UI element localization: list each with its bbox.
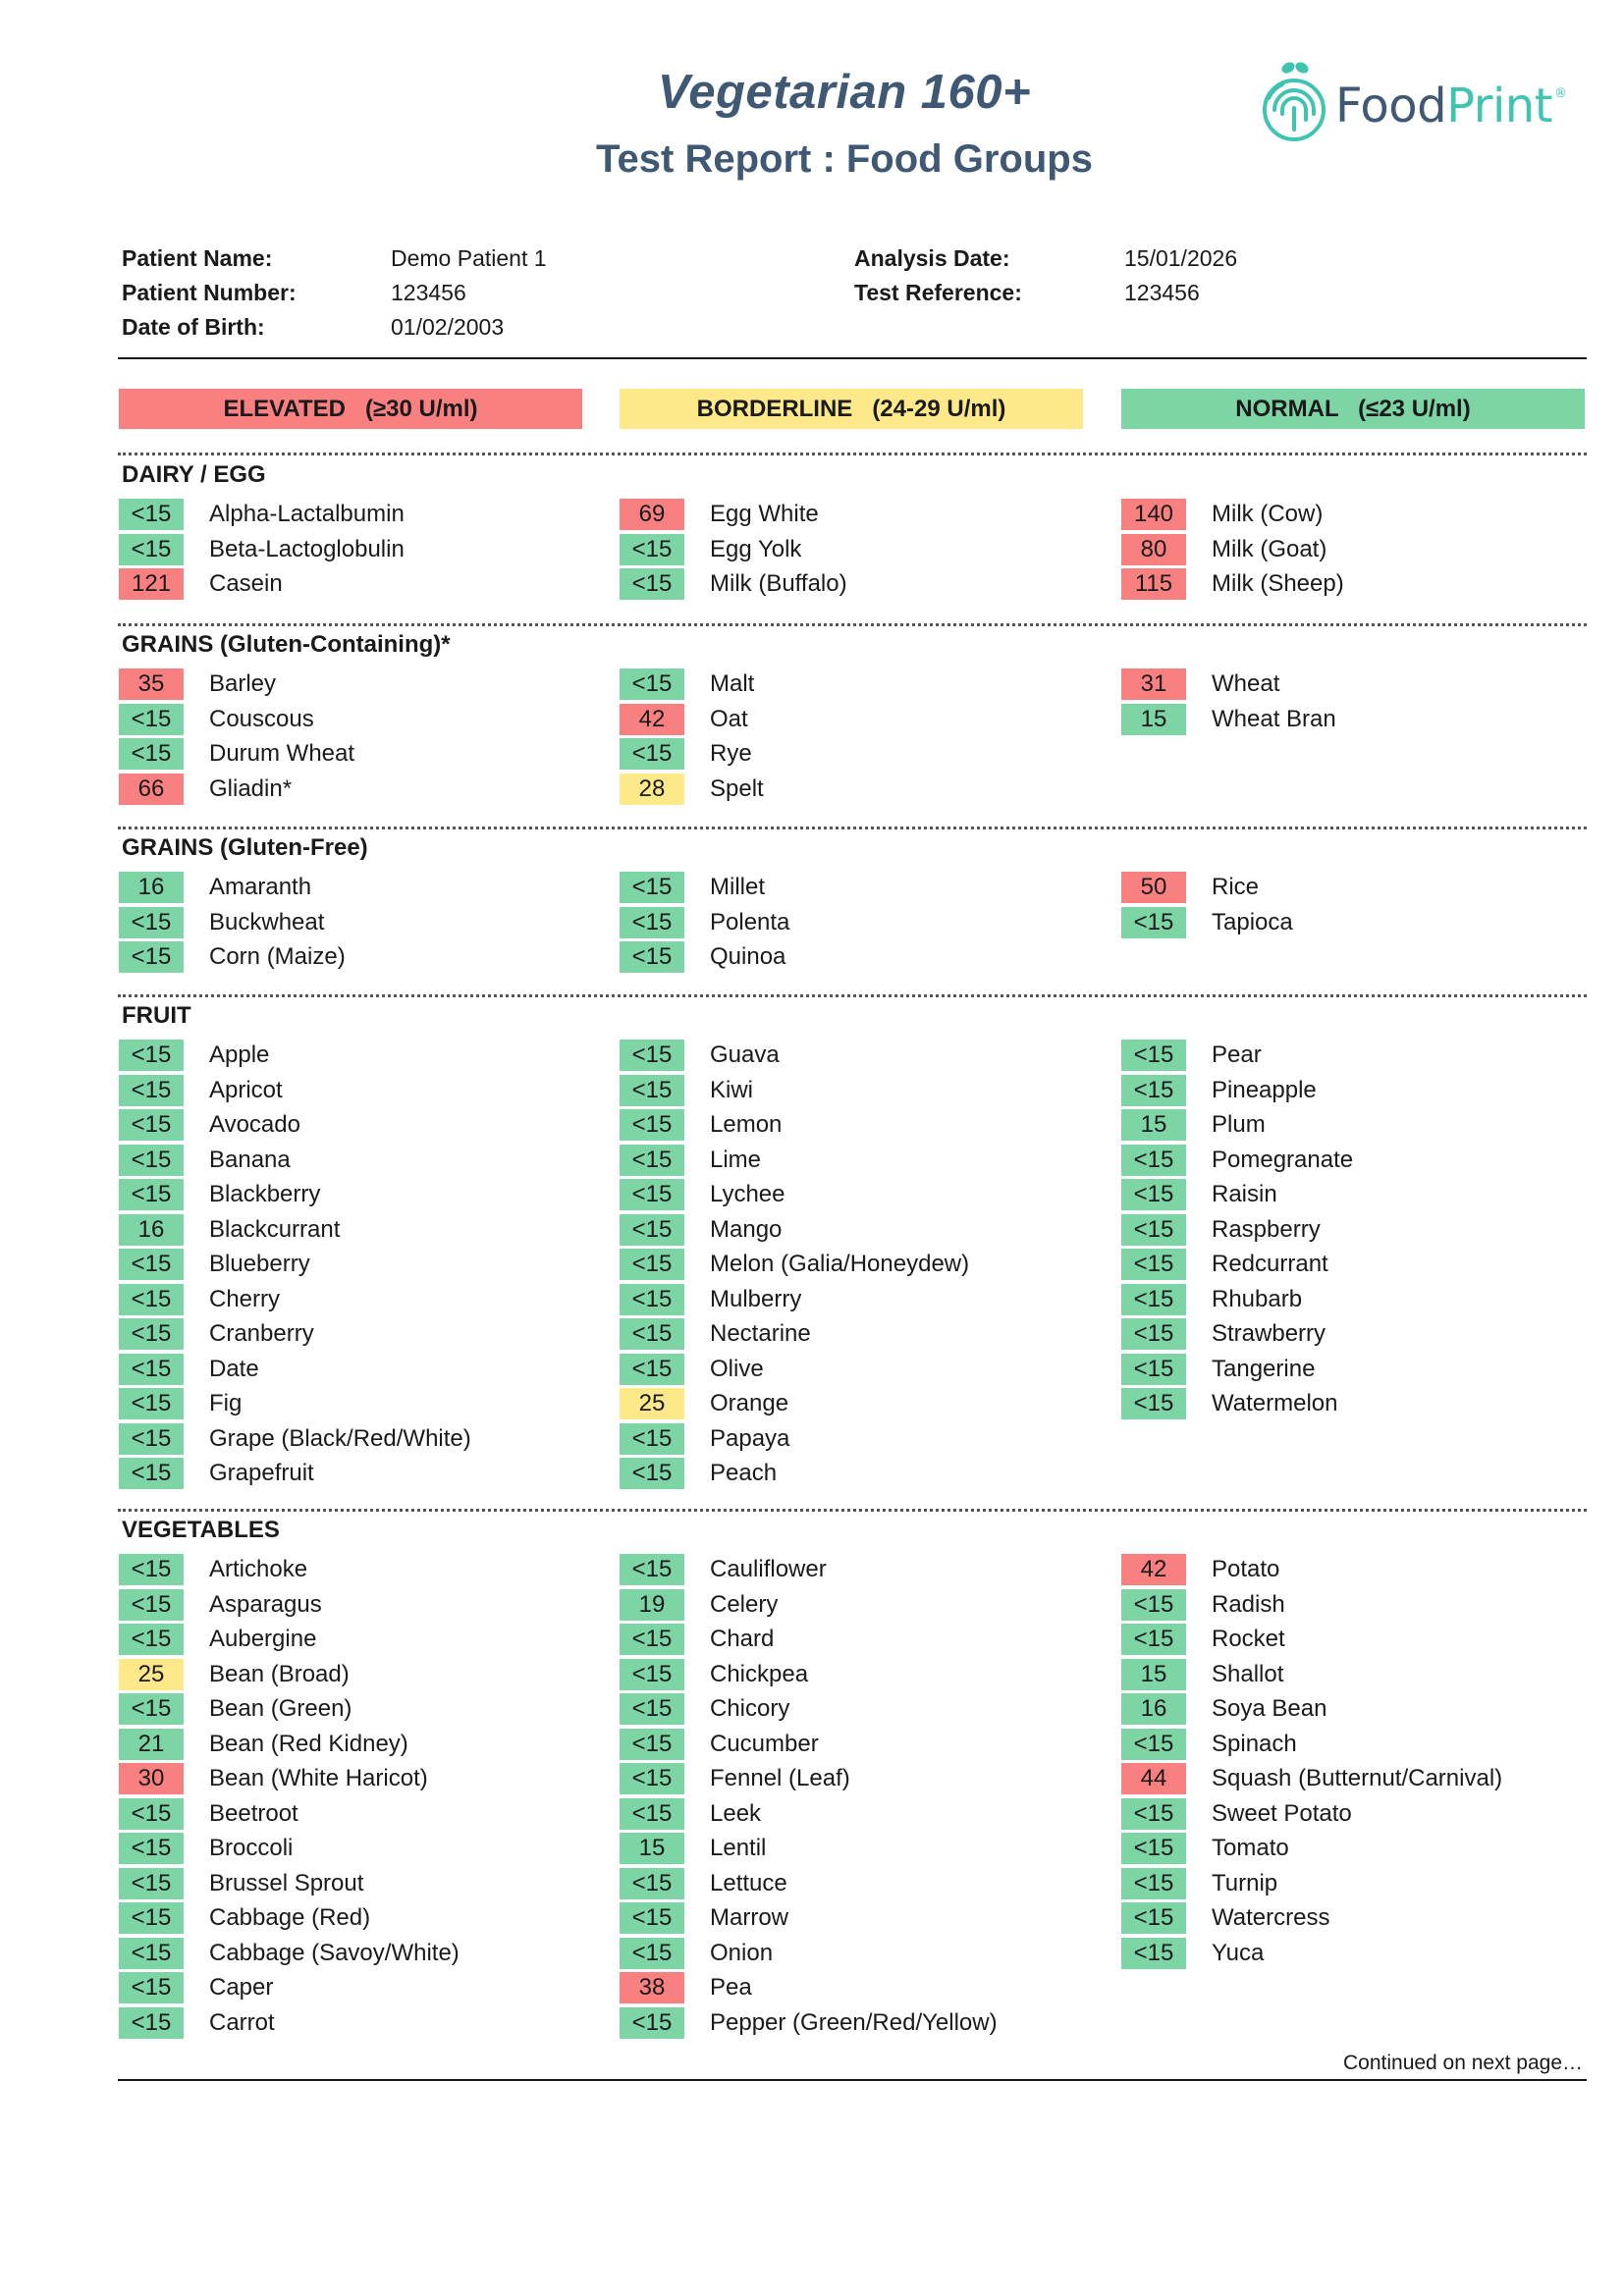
section-divider bbox=[118, 994, 1587, 997]
food-name: Beta-Lactoglobulin bbox=[209, 536, 405, 562]
food-name: Kiwi bbox=[710, 1077, 754, 1103]
food-name: Celery bbox=[710, 1591, 779, 1618]
food-name: Yuca bbox=[1212, 1940, 1265, 1966]
food-result-badge: <15 bbox=[1121, 1214, 1186, 1246]
food-result-badge: 15 bbox=[620, 1833, 684, 1864]
food-result-badge: <15 bbox=[119, 1388, 184, 1419]
food-result-badge: 25 bbox=[620, 1388, 684, 1419]
food-result-badge: <15 bbox=[1121, 1388, 1186, 1419]
food-name: Banana bbox=[209, 1147, 291, 1173]
food-name: Bean (Broad) bbox=[209, 1661, 350, 1687]
patient-number-label: Patient Number: bbox=[122, 280, 297, 305]
food-result-badge: <15 bbox=[620, 1423, 684, 1455]
food-name: Pomegranate bbox=[1212, 1147, 1354, 1173]
food-result-badge: 16 bbox=[119, 1214, 184, 1246]
food-name: Asparagus bbox=[209, 1591, 322, 1618]
test-reference-label: Test Reference: bbox=[854, 280, 1022, 305]
food-result-badge: <15 bbox=[620, 941, 684, 973]
dob-value: 01/02/2003 bbox=[391, 314, 505, 340]
food-result-badge: <15 bbox=[119, 1624, 184, 1655]
food-result-badge: <15 bbox=[1121, 1729, 1186, 1760]
foodprint-logo bbox=[1259, 59, 1593, 147]
food-result-badge: 35 bbox=[119, 668, 184, 700]
section-title: VEGETABLES bbox=[122, 1517, 280, 1543]
food-result-badge: <15 bbox=[620, 1624, 684, 1655]
header-divider bbox=[118, 357, 1587, 359]
legend-normal: NORMAL (≤23 U/ml) bbox=[1121, 389, 1585, 429]
food-name: Soya Bean bbox=[1212, 1695, 1327, 1722]
food-name: Corn (Maize) bbox=[209, 943, 346, 970]
food-result-badge: 42 bbox=[1121, 1554, 1186, 1585]
food-name: Artichoke bbox=[209, 1556, 308, 1582]
footer-divider bbox=[118, 2079, 1587, 2081]
food-name: Melon (Galia/Honeydew) bbox=[710, 1251, 970, 1277]
food-result-badge: 66 bbox=[119, 774, 184, 805]
food-name: Apricot bbox=[209, 1077, 283, 1103]
food-result-badge: <15 bbox=[119, 907, 184, 938]
food-name: Barley bbox=[209, 670, 277, 697]
food-name: Lemon bbox=[710, 1111, 783, 1138]
food-name: Rocket bbox=[1212, 1626, 1285, 1652]
food-name: Oat bbox=[710, 706, 748, 732]
food-result-badge: <15 bbox=[620, 1318, 684, 1350]
report-title: Vegetarian 160+ bbox=[657, 66, 1032, 119]
food-result-badge: <15 bbox=[620, 1554, 684, 1585]
food-result-badge: <15 bbox=[620, 1354, 684, 1385]
food-result-badge: <15 bbox=[119, 1423, 184, 1455]
food-name: Brussel Sprout bbox=[209, 1870, 364, 1896]
food-result-badge: <15 bbox=[620, 1798, 684, 1830]
food-result-badge: <15 bbox=[1121, 1868, 1186, 1899]
food-result-badge: <15 bbox=[1121, 1284, 1186, 1315]
section-title: FRUIT bbox=[122, 1002, 191, 1029]
food-name: Milk (Cow) bbox=[1212, 501, 1324, 527]
food-name: Watermelon bbox=[1212, 1390, 1338, 1416]
analysis-date-label: Analysis Date: bbox=[854, 245, 1010, 271]
food-result-badge: 30 bbox=[119, 1763, 184, 1794]
food-name: Wheat bbox=[1212, 670, 1280, 697]
food-name: Spinach bbox=[1212, 1731, 1297, 1757]
registered-mark: ® bbox=[1554, 86, 1567, 101]
food-result-badge: <15 bbox=[620, 738, 684, 770]
food-name: Plum bbox=[1212, 1111, 1266, 1138]
food-result-badge: <15 bbox=[119, 534, 184, 565]
food-name: Egg Yolk bbox=[710, 536, 802, 562]
legend-divider bbox=[118, 453, 1587, 455]
food-result-badge: <15 bbox=[119, 704, 184, 735]
food-name: Blueberry bbox=[209, 1251, 310, 1277]
food-name: Strawberry bbox=[1212, 1320, 1326, 1347]
food-result-badge: <15 bbox=[1121, 1938, 1186, 1969]
food-name: Wheat Bran bbox=[1212, 706, 1336, 732]
food-name: Squash (Butternut/Carnival) bbox=[1212, 1765, 1503, 1791]
food-name: Rye bbox=[710, 740, 752, 767]
food-name: Quinoa bbox=[710, 943, 786, 970]
food-result-badge: 50 bbox=[1121, 872, 1186, 903]
food-name: Cranberry bbox=[209, 1320, 314, 1347]
food-name: Raisin bbox=[1212, 1181, 1277, 1207]
patient-number-value: 123456 bbox=[391, 280, 466, 305]
food-result-badge: <15 bbox=[119, 1902, 184, 1934]
food-name: Milk (Goat) bbox=[1212, 536, 1327, 562]
food-result-badge: <15 bbox=[119, 1458, 184, 1489]
food-result-badge: <15 bbox=[620, 1145, 684, 1176]
food-result-badge: 25 bbox=[119, 1659, 184, 1690]
food-result-badge: 42 bbox=[620, 704, 684, 735]
food-name: Leek bbox=[710, 1800, 762, 1827]
patient-name-label: Patient Name: bbox=[122, 245, 273, 271]
food-result-badge: <15 bbox=[620, 1249, 684, 1280]
test-reference-value: 123456 bbox=[1124, 280, 1200, 305]
food-result-badge: <15 bbox=[1121, 1040, 1186, 1071]
food-result-badge: <15 bbox=[119, 1145, 184, 1176]
food-name: Chicory bbox=[710, 1695, 790, 1722]
food-name: Millet bbox=[710, 874, 766, 900]
food-name: Tomato bbox=[1212, 1835, 1289, 1861]
food-name: Sweet Potato bbox=[1212, 1800, 1352, 1827]
food-name: Grape (Black/Red/White) bbox=[209, 1425, 471, 1452]
food-name: Polenta bbox=[710, 909, 790, 935]
food-result-badge: <15 bbox=[620, 568, 684, 600]
food-name: Gliadin* bbox=[209, 775, 293, 802]
food-result-badge: <15 bbox=[119, 1693, 184, 1725]
section-divider bbox=[118, 1509, 1587, 1512]
food-name: Marrow bbox=[710, 1904, 789, 1931]
fingerprint-icon bbox=[1259, 59, 1331, 147]
food-name: Date bbox=[209, 1356, 259, 1382]
food-result-badge: <15 bbox=[119, 941, 184, 973]
food-result-badge: 115 bbox=[1121, 568, 1186, 600]
food-result-badge: <15 bbox=[119, 1318, 184, 1350]
food-name: Blackberry bbox=[209, 1181, 321, 1207]
food-result-badge: <15 bbox=[1121, 1624, 1186, 1655]
food-name: Caper bbox=[209, 1974, 274, 2001]
food-result-badge: <15 bbox=[119, 1868, 184, 1899]
food-result-badge: <15 bbox=[119, 1249, 184, 1280]
food-name: Chard bbox=[710, 1626, 775, 1652]
food-name: Tangerine bbox=[1212, 1356, 1316, 1382]
food-result-badge: <15 bbox=[620, 1075, 684, 1106]
food-name: Peach bbox=[710, 1460, 778, 1486]
food-result-badge: <15 bbox=[620, 1040, 684, 1071]
food-name: Broccoli bbox=[209, 1835, 294, 1861]
food-result-badge: <15 bbox=[620, 1938, 684, 1969]
food-result-badge: <15 bbox=[620, 1763, 684, 1794]
legend-borderline: BORDERLINE (24-29 U/ml) bbox=[620, 389, 1083, 429]
section-divider bbox=[118, 827, 1587, 829]
food-result-badge: <15 bbox=[620, 1659, 684, 1690]
food-result-badge: <15 bbox=[620, 907, 684, 938]
food-result-badge: <15 bbox=[119, 2007, 184, 2039]
food-result-badge: <15 bbox=[620, 1109, 684, 1141]
food-result-badge: <15 bbox=[119, 1179, 184, 1210]
continued-note: Continued on next page… bbox=[1342, 2052, 1583, 2074]
food-result-badge: 31 bbox=[1121, 668, 1186, 700]
food-result-badge: <15 bbox=[1121, 1318, 1186, 1350]
food-name: Carrot bbox=[209, 2009, 275, 2036]
food-result-badge: 16 bbox=[119, 872, 184, 903]
food-result-badge: <15 bbox=[620, 1214, 684, 1246]
analysis-date-value: 15/01/2026 bbox=[1124, 245, 1238, 271]
food-result-badge: <15 bbox=[620, 668, 684, 700]
section-title: DAIRY / EGG bbox=[122, 461, 266, 488]
food-result-badge: 28 bbox=[620, 774, 684, 805]
section-divider bbox=[118, 623, 1587, 626]
food-result-badge: 15 bbox=[1121, 1659, 1186, 1690]
food-name: Tapioca bbox=[1212, 909, 1293, 935]
food-result-badge: <15 bbox=[119, 1589, 184, 1621]
logo-wordmark bbox=[1335, 79, 1567, 133]
food-result-badge: <15 bbox=[1121, 1798, 1186, 1830]
food-name: Avocado bbox=[209, 1111, 300, 1138]
food-name: Turnip bbox=[1212, 1870, 1278, 1896]
food-name: Bean (Green) bbox=[209, 1695, 352, 1722]
food-result-badge: 140 bbox=[1121, 499, 1186, 530]
food-name: Cabbage (Red) bbox=[209, 1904, 371, 1931]
food-result-badge: 44 bbox=[1121, 1763, 1186, 1794]
food-result-badge: <15 bbox=[119, 1554, 184, 1585]
food-result-badge: <15 bbox=[1121, 1075, 1186, 1106]
food-name: Pear bbox=[1212, 1041, 1262, 1068]
food-name: Potato bbox=[1212, 1556, 1280, 1582]
food-result-badge: <15 bbox=[1121, 907, 1186, 938]
food-name: Amaranth bbox=[209, 874, 312, 900]
food-name: Grapefruit bbox=[209, 1460, 314, 1486]
food-name: Lettuce bbox=[710, 1870, 787, 1896]
food-result-badge: <15 bbox=[119, 1109, 184, 1141]
food-name: Orange bbox=[710, 1390, 789, 1416]
food-result-badge: 15 bbox=[1121, 1109, 1186, 1141]
food-result-badge: <15 bbox=[620, 1284, 684, 1315]
food-name: Egg White bbox=[710, 501, 819, 527]
food-result-badge: 19 bbox=[620, 1589, 684, 1621]
food-name: Fig bbox=[209, 1390, 243, 1416]
food-result-badge: <15 bbox=[119, 1833, 184, 1864]
food-name: Rhubarb bbox=[1212, 1286, 1303, 1312]
food-result-badge: 69 bbox=[620, 499, 684, 530]
food-name: Bean (Red Kidney) bbox=[209, 1731, 408, 1757]
food-name: Papaya bbox=[710, 1425, 790, 1452]
food-name: Durum Wheat bbox=[209, 740, 355, 767]
food-result-badge: <15 bbox=[119, 1938, 184, 1969]
food-result-badge: <15 bbox=[119, 1075, 184, 1106]
food-result-badge: <15 bbox=[1121, 1179, 1186, 1210]
food-result-badge: <15 bbox=[119, 738, 184, 770]
food-result-badge: 80 bbox=[1121, 534, 1186, 565]
food-result-badge: 15 bbox=[1121, 704, 1186, 735]
food-name: Watercress bbox=[1212, 1904, 1330, 1931]
food-result-badge: <15 bbox=[119, 1040, 184, 1071]
food-name: Lime bbox=[710, 1147, 762, 1173]
food-result-badge: <15 bbox=[1121, 1833, 1186, 1864]
report-subtitle: Test Report : Food Groups bbox=[596, 137, 1093, 181]
food-result-badge: <15 bbox=[119, 1798, 184, 1830]
food-result-badge: <15 bbox=[1121, 1145, 1186, 1176]
food-result-badge: <15 bbox=[1121, 1354, 1186, 1385]
food-name: Cucumber bbox=[710, 1731, 819, 1757]
food-result-badge: <15 bbox=[620, 534, 684, 565]
food-name: Bean (White Haricot) bbox=[209, 1765, 428, 1791]
food-name: Milk (Buffalo) bbox=[710, 570, 847, 597]
food-result-badge: <15 bbox=[620, 1179, 684, 1210]
food-name: Fennel (Leaf) bbox=[710, 1765, 850, 1791]
food-name: Cauliflower bbox=[710, 1556, 827, 1582]
food-name: Radish bbox=[1212, 1591, 1285, 1618]
legend-elevated: ELEVATED (≥30 U/ml) bbox=[119, 389, 582, 429]
food-result-badge: 21 bbox=[119, 1729, 184, 1760]
food-name: Shallot bbox=[1212, 1661, 1284, 1687]
food-name: Casein bbox=[209, 570, 283, 597]
food-result-badge: 38 bbox=[620, 1972, 684, 2003]
food-name: Couscous bbox=[209, 706, 314, 732]
section-title: GRAINS (Gluten-Containing)* bbox=[122, 631, 451, 658]
food-name: Lentil bbox=[710, 1835, 767, 1861]
food-name: Pepper (Green/Red/Yellow) bbox=[710, 2009, 998, 2036]
food-result-badge: 16 bbox=[1121, 1693, 1186, 1725]
food-result-badge: <15 bbox=[1121, 1589, 1186, 1621]
food-result-badge: <15 bbox=[620, 1693, 684, 1725]
food-name: Aubergine bbox=[209, 1626, 317, 1652]
food-result-badge: <15 bbox=[620, 1458, 684, 1489]
food-name: Chickpea bbox=[710, 1661, 809, 1687]
food-name: Rice bbox=[1212, 874, 1260, 900]
food-result-badge: <15 bbox=[620, 2007, 684, 2039]
food-result-badge: <15 bbox=[119, 1972, 184, 2003]
food-name: Mulberry bbox=[710, 1286, 802, 1312]
food-name: Buckwheat bbox=[209, 909, 325, 935]
food-name: Cherry bbox=[209, 1286, 281, 1312]
food-result-badge: <15 bbox=[620, 1902, 684, 1934]
food-result-badge: <15 bbox=[119, 499, 184, 530]
food-name: Apple bbox=[209, 1041, 270, 1068]
food-name: Guava bbox=[710, 1041, 780, 1068]
food-name: Beetroot bbox=[209, 1800, 298, 1827]
food-name: Pineapple bbox=[1212, 1077, 1317, 1103]
food-result-badge: <15 bbox=[620, 1729, 684, 1760]
food-name: Blackcurrant bbox=[209, 1216, 341, 1243]
food-name: Raspberry bbox=[1212, 1216, 1321, 1243]
food-name: Spelt bbox=[710, 775, 764, 802]
food-name: Malt bbox=[710, 670, 755, 697]
food-name: Olive bbox=[710, 1356, 764, 1382]
food-result-badge: <15 bbox=[119, 1354, 184, 1385]
food-name: Mango bbox=[710, 1216, 783, 1243]
food-name: Nectarine bbox=[710, 1320, 811, 1347]
patient-name-value: Demo Patient 1 bbox=[391, 245, 547, 271]
food-result-badge: 121 bbox=[119, 568, 184, 600]
logo-text-food: Food bbox=[1335, 79, 1447, 133]
food-result-badge: <15 bbox=[1121, 1249, 1186, 1280]
food-name: Pea bbox=[710, 1974, 752, 2001]
food-result-badge: <15 bbox=[119, 1284, 184, 1315]
food-name: Onion bbox=[710, 1940, 774, 1966]
food-name: Milk (Sheep) bbox=[1212, 570, 1344, 597]
food-name: Cabbage (Savoy/White) bbox=[209, 1940, 460, 1966]
food-name: Alpha-Lactalbumin bbox=[209, 501, 405, 527]
food-result-badge: <15 bbox=[620, 1868, 684, 1899]
food-name: Lychee bbox=[710, 1181, 785, 1207]
logo-text-print: Print bbox=[1446, 79, 1553, 133]
dob-label: Date of Birth: bbox=[122, 314, 265, 340]
section-title: GRAINS (Gluten-Free) bbox=[122, 834, 368, 861]
food-result-badge: <15 bbox=[1121, 1902, 1186, 1934]
food-result-badge: <15 bbox=[620, 872, 684, 903]
food-name: Redcurrant bbox=[1212, 1251, 1328, 1277]
